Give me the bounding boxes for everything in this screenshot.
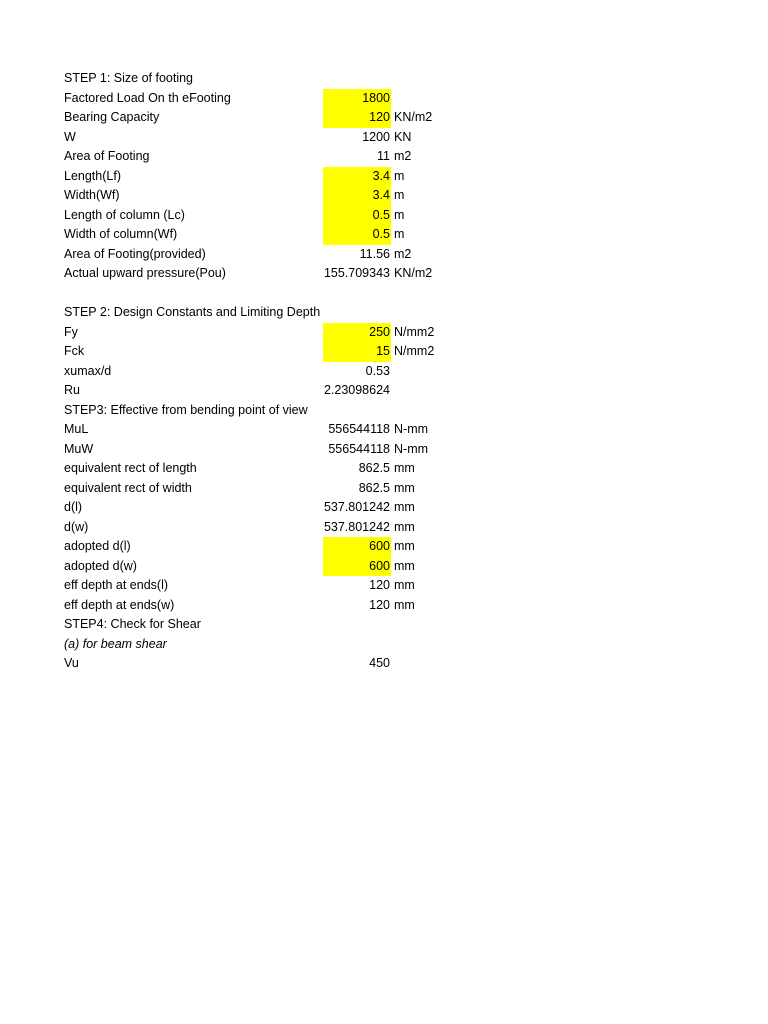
value-cell xyxy=(259,401,391,421)
sheet-row xyxy=(64,186,484,206)
unit-cell: m xyxy=(394,207,405,222)
sheet-row xyxy=(64,479,484,499)
sheet-row xyxy=(64,518,484,538)
input-value-cell[interactable]: 1800 xyxy=(323,89,391,109)
row-label: Actual upward pressure(Pou) xyxy=(64,266,226,280)
value-cell: 120 xyxy=(369,578,390,592)
input-value-cell[interactable]: 3.4 xyxy=(323,167,391,187)
value-cell xyxy=(259,69,391,89)
row-label: Width(Wf) xyxy=(64,188,120,202)
sheet-row xyxy=(64,615,484,635)
row-label: Area of Footing(provided) xyxy=(64,246,206,261)
value-cell: 450 xyxy=(369,656,390,670)
unit-cell: mm xyxy=(394,500,415,514)
unit-cell: m xyxy=(394,188,405,202)
row-label: STEP 1: Size of footing xyxy=(64,71,194,85)
sheet-row xyxy=(64,440,484,460)
sheet-row xyxy=(64,537,484,557)
row-label: Length(Lf) xyxy=(64,168,121,183)
sheet-row xyxy=(64,245,484,265)
unit-cell: N-mm xyxy=(394,422,429,436)
value-cell: 862.5 xyxy=(358,461,390,475)
row-label: equivalent rect of length xyxy=(64,461,197,475)
sheet-row xyxy=(64,264,484,284)
unit-cell: mm xyxy=(394,597,415,612)
row-label: adopted d(w) xyxy=(64,558,137,573)
row-label: Area of Footing xyxy=(64,149,150,163)
sheet-row xyxy=(64,206,484,226)
row-label: eff depth at ends(l) xyxy=(64,578,169,592)
row-label: (a) for beam shear xyxy=(64,636,167,651)
sheet-row xyxy=(64,362,484,382)
sheet-row xyxy=(64,342,484,362)
sheet-row xyxy=(64,420,484,440)
value-cell: 862.5 xyxy=(358,480,390,495)
input-value-cell[interactable]: 120 xyxy=(323,108,391,128)
value-cell: 155.709343 xyxy=(323,266,390,280)
sheet-row xyxy=(64,128,484,148)
value-cell: 2.23098624 xyxy=(323,383,390,397)
unit-cell: mm xyxy=(394,480,415,495)
value-cell xyxy=(259,615,391,635)
value-cell: 537.801242 xyxy=(323,519,390,534)
value-cell: 120 xyxy=(369,597,390,612)
sheet-row xyxy=(64,69,484,89)
sheet-row xyxy=(64,576,484,596)
unit-cell: mm xyxy=(394,461,415,475)
input-value-cell[interactable]: 600 xyxy=(323,537,391,557)
calculation-sheet xyxy=(64,69,484,674)
unit-cell: N-mm xyxy=(394,441,429,456)
input-value-cell[interactable]: 3.4 xyxy=(323,186,391,206)
sheet-row xyxy=(64,147,484,167)
input-value-cell[interactable]: 0.5 xyxy=(323,206,391,226)
row-label: W xyxy=(64,129,76,144)
row-label: equivalent rect of width xyxy=(64,480,192,495)
value-cell: 0.53 xyxy=(365,363,390,378)
row-label: Width of column(Wf) xyxy=(64,227,178,241)
unit-cell: N/mm2 xyxy=(394,324,435,339)
row-label: Ru xyxy=(64,383,80,397)
value-cell: 1200 xyxy=(362,129,390,144)
unit-cell: m xyxy=(394,227,405,241)
row-label: eff depth at ends(w) xyxy=(64,597,175,612)
sheet-row xyxy=(64,654,484,674)
sheet-row xyxy=(64,108,484,128)
row-label: d(w) xyxy=(64,519,89,534)
sheet-row xyxy=(64,459,484,479)
row-label: d(l) xyxy=(64,500,83,514)
row-label: Vu xyxy=(64,656,79,670)
blank-row xyxy=(64,284,484,304)
value-cell xyxy=(259,635,391,655)
sheet-row xyxy=(64,303,484,323)
sheet-row xyxy=(64,635,484,655)
unit-cell: m2 xyxy=(394,246,412,261)
input-value-cell[interactable]: 15 xyxy=(323,342,391,362)
unit-cell: m xyxy=(394,168,405,183)
row-label: STEP3: Effective from bending point of view xyxy=(64,402,308,417)
sheet-row xyxy=(64,225,484,245)
value-cell: 11 xyxy=(377,149,390,163)
unit-cell: mm xyxy=(394,578,415,592)
unit-cell: KN xyxy=(394,129,412,144)
row-label: MuL xyxy=(64,422,89,436)
unit-cell: mm xyxy=(394,519,415,534)
input-value-cell[interactable]: 600 xyxy=(323,557,391,577)
value-cell: 556544118 xyxy=(328,422,390,436)
row-label: xumax/d xyxy=(64,363,112,378)
unit-cell: m2 xyxy=(394,149,412,163)
row-label: adopted d(l) xyxy=(64,539,131,553)
row-label: STEP 2: Design Constants and Limiting Depth xyxy=(64,305,321,319)
sheet-row xyxy=(64,167,484,187)
value-cell xyxy=(259,303,391,323)
sheet-row xyxy=(64,89,484,109)
sheet-row xyxy=(64,323,484,343)
row-label: Factored Load On th eFooting xyxy=(64,90,231,105)
input-value-cell[interactable]: 0.5 xyxy=(323,225,391,245)
sheet-row xyxy=(64,498,484,518)
row-label: Length of column (Lc) xyxy=(64,207,185,222)
unit-cell: KN/m2 xyxy=(394,266,433,280)
row-label: STEP4: Check for Shear xyxy=(64,617,201,631)
value-cell: 11.56 xyxy=(359,246,390,261)
sheet-row xyxy=(64,401,484,421)
sheet-row xyxy=(64,557,484,577)
sheet-row xyxy=(64,596,484,616)
unit-cell: KN/m2 xyxy=(394,110,433,124)
unit-cell: mm xyxy=(394,539,415,553)
value-cell: 556544118 xyxy=(328,441,390,456)
value-cell: 537.801242 xyxy=(323,500,390,514)
sheet-row xyxy=(64,381,484,401)
row-label: MuW xyxy=(64,441,94,456)
unit-cell: mm xyxy=(394,558,415,573)
row-label: Fck xyxy=(64,344,85,358)
row-label: Fy xyxy=(64,324,78,339)
unit-cell: N/mm2 xyxy=(394,344,435,358)
row-label: Bearing Capacity xyxy=(64,110,160,124)
input-value-cell[interactable]: 250 xyxy=(323,323,391,343)
